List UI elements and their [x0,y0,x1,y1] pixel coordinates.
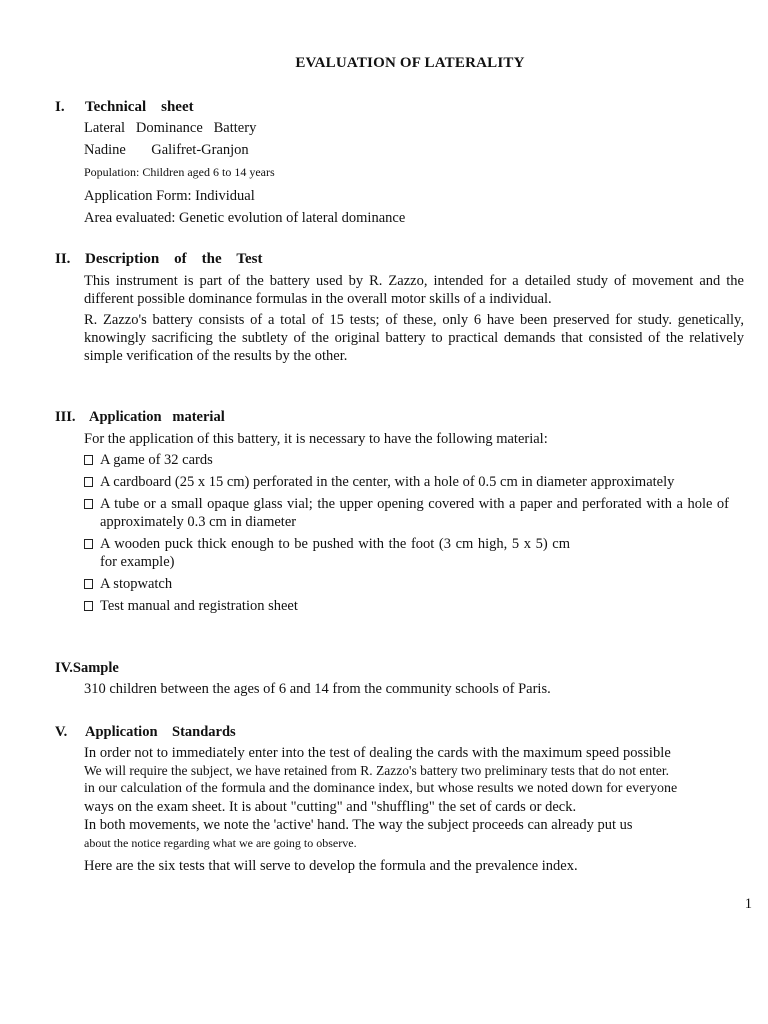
checkbox-bullet-icon [84,499,93,509]
section-number: IV. [55,660,73,676]
section-body [84,744,744,875]
section-heading [55,658,745,678]
paragraph-line: In order not to immediately enter into the test of dealing the cards with the maximum speed possible [84,745,671,761]
section-number: III. [55,409,76,425]
list-item: A wooden puck thick enough to be pushed with the foot (3 cm high, 5 x 5) cm for example) [84,535,570,571]
paragraph: R. Zazzo's battery consists of a total of 15 tests; of these, only 6 have been preserved for study. genetically, knowingly sacrificing the subtlety of the original battery to practical demands that consisted of the relatively simple verification of the results by the other. [84,312,744,364]
section-heading [55,407,745,427]
checkbox-bullet-icon [84,579,93,589]
battery-name: Lateral Dominance Battery [84,120,257,136]
sample-text: 310 children between the ages of 6 and 14 from the community schools of Paris. [84,681,551,697]
list-item: A cardboard (25 x 15 cm) perforated in the center, with a hole of 0.5 cm in diameter approximately [84,473,729,491]
paragraph-line: ways on the exam sheet. It is about "cutting" and "shuffling" the set of cards or deck. [84,799,577,815]
section-body [84,119,745,227]
population-line: Population: Children aged 6 to 14 years [84,165,275,179]
checkbox-bullet-icon [84,477,93,487]
checkbox-bullet-icon [84,539,93,549]
section-title: Application material [89,409,225,425]
section-sample [55,658,745,698]
section-application-standards [55,722,745,875]
page-number: 1 [744,896,752,912]
list-item: A game of 32 cards [84,451,729,469]
material-intro: For the application of this battery, it is necessary to have the following material: [84,431,548,447]
section-body [84,272,744,365]
section-description [55,249,745,365]
section-application-material [55,407,745,615]
section-body [84,430,729,615]
section-title: Description of the Test [85,251,263,267]
paragraph-line: In both movements, we note the 'active' hand. The way the subject proceeds can already put us [84,817,633,833]
document-title: EVALUATION OF LATERALITY [295,55,525,71]
section-title: Application Standards [85,724,236,740]
list-item: Test manual and registration sheet [84,597,729,615]
paragraph-line: Here are the six tests that will serve to develop the formula and the prevalence index. [84,858,578,874]
section-number: V. [55,724,68,740]
section-body [84,680,745,698]
list-item: A tube or a small opaque glass vial; the upper opening covered with a paper and perforated with a hole of approximately 0.3 cm in diameter [84,495,729,531]
area-evaluated-line: Area evaluated: Genetic evolution of lateral dominance [84,210,406,226]
paragraph-line: about the notice regarding what we are going to observe. [84,836,357,850]
checkbox-bullet-icon [84,455,93,465]
section-number: I. [55,99,65,115]
section-heading [55,722,745,742]
paragraph-line: in our calculation of the formula and the dominance index, but whose results we noted down for everyone [84,781,678,796]
application-form-line: Application Form: Individual [84,188,255,204]
list-item: A stopwatch [84,575,729,593]
section-number: II. [55,251,71,267]
section-title: Sample [72,660,119,676]
section-heading [55,249,745,269]
paragraph-line: We will require the subject, we have retained from R. Zazzo's battery two preliminary tests that do not enter. [84,763,670,778]
section-technical-sheet [55,97,745,227]
paragraph: This instrument is part of the battery used by R. Zazzo, intended for a detailed study of movement and the different possible dominance formulas in the overall motor skills of a individual. [84,273,744,307]
checkbox-bullet-icon [84,601,93,611]
section-heading [55,97,745,117]
section-title: Technical sheet [85,99,194,115]
author-name: Nadine Galifret-Granjon [84,142,249,158]
